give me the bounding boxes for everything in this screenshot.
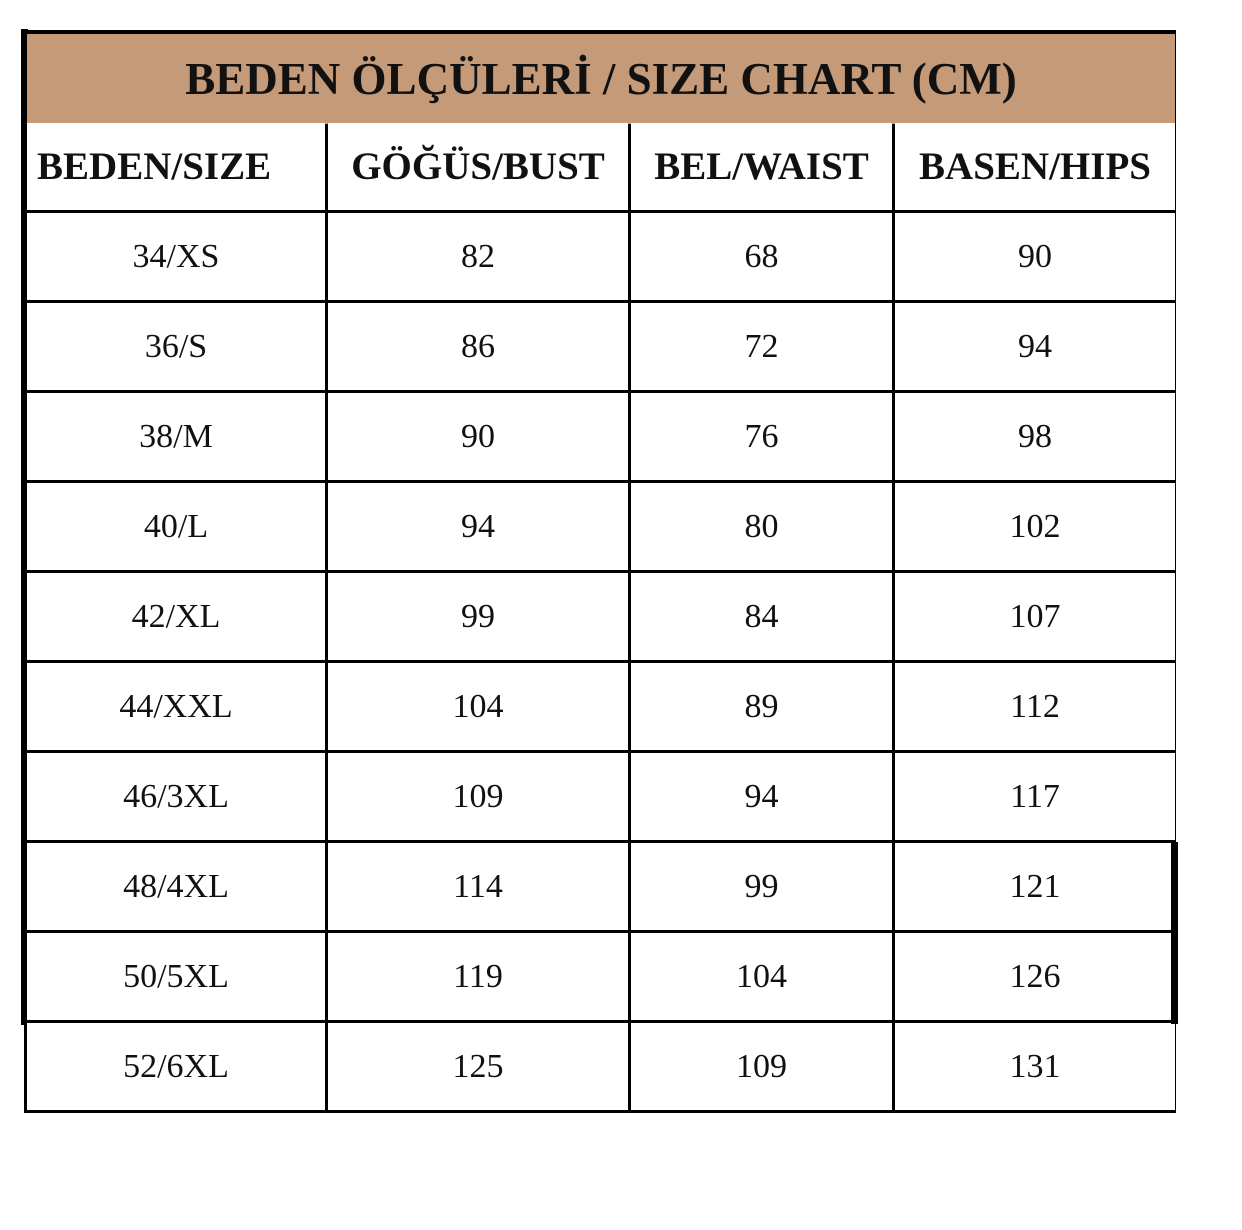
table-cell-hips: 90 — [895, 213, 1175, 300]
table-cell-hips: 107 — [895, 573, 1175, 660]
table-cell-waist: 109 — [631, 1023, 892, 1110]
column-header-waist: BEL/WAIST — [631, 123, 892, 210]
table-cell-size: 34/XS — [27, 213, 325, 300]
table-cell-waist: 68 — [631, 213, 892, 300]
column-header-size: BEDEN/SIZE — [27, 123, 325, 210]
table-cell-waist: 89 — [631, 663, 892, 750]
table-cell-hips: 131 — [895, 1023, 1175, 1110]
table-cell-size: 36/S — [27, 303, 325, 390]
table-cell-size: 50/5XL — [27, 933, 325, 1020]
table-cell-hips: 102 — [895, 483, 1175, 570]
table-cell-waist: 80 — [631, 483, 892, 570]
table-cell-size: 52/6XL — [27, 1023, 325, 1110]
table-cell-waist: 94 — [631, 753, 892, 840]
table-cell-hips: 126 — [895, 933, 1175, 1020]
table-cell-waist: 99 — [631, 843, 892, 930]
table-cell-size: 44/XXL — [27, 663, 325, 750]
column-header-bust: GÖĞÜS/BUST — [328, 123, 628, 210]
chart-title: BEDEN ÖLÇÜLERİ / SIZE CHART (CM) — [27, 30, 1175, 124]
table-cell-hips: 121 — [895, 843, 1175, 930]
table-cell-hips: 94 — [895, 303, 1175, 390]
table-cell-waist: 72 — [631, 303, 892, 390]
table-cell-bust: 114 — [328, 843, 628, 930]
table-cell-size: 48/4XL — [27, 843, 325, 930]
table-cell-bust: 94 — [328, 483, 628, 570]
table-cell-bust: 109 — [328, 753, 628, 840]
table-cell-size: 42/XL — [27, 573, 325, 660]
table-cell-waist: 104 — [631, 933, 892, 1020]
size-chart-table — [24, 30, 1176, 1113]
table-cell-size: 38/M — [27, 393, 325, 480]
table-cell-hips: 98 — [895, 393, 1175, 480]
table-cell-bust: 82 — [328, 213, 628, 300]
table-cell-waist: 76 — [631, 393, 892, 480]
table-cell-waist: 84 — [631, 573, 892, 660]
column-header-hips: BASEN/HIPS — [895, 123, 1175, 210]
frame-right-border — [1171, 842, 1178, 1024]
table-cell-hips: 112 — [895, 663, 1175, 750]
table-cell-bust: 104 — [328, 663, 628, 750]
table-cell-hips: 117 — [895, 753, 1175, 840]
table-cell-bust: 99 — [328, 573, 628, 660]
table-cell-bust: 90 — [328, 393, 628, 480]
table-cell-size: 40/L — [27, 483, 325, 570]
table-cell-bust: 119 — [328, 933, 628, 1020]
table-cell-bust: 86 — [328, 303, 628, 390]
table-cell-bust: 125 — [328, 1023, 628, 1110]
table-cell-size: 46/3XL — [27, 753, 325, 840]
